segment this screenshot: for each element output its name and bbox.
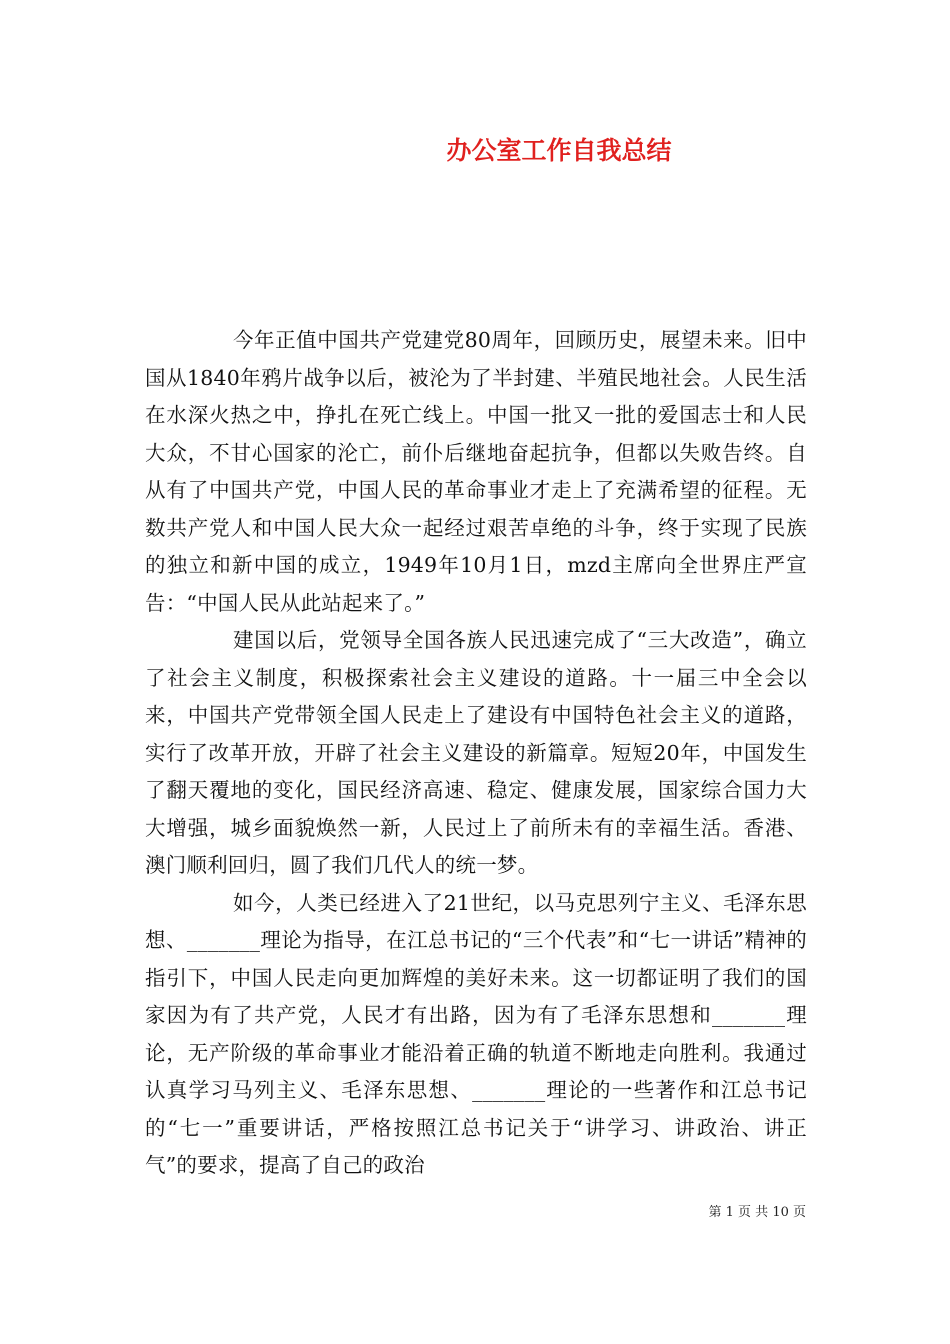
paragraph-2: 建国以后，党领导全国各族人民迅速完成了“三大改造”，确立了社会主义制度，积极探索社会主义建设的道路。十一届三中全会以来，中国共产党带领全国人民走上了建设有中国特色社会主义的道路，实行了改革开放，开辟了社会主义建设的新篇章。短短20年，中国发生了翻天覆地的变化，国民经济高速、稳定、健康发展，国家综合国力大大增强，城乡面貌焕然一新，人民过上了前所未有的幸福生活。香港、澳门顺利回归，圆了我们几代人的统一梦。 [145,628,807,877]
paragraph-3: 如今，人类已经进入了21世纪，以马克思列宁主义、毛泽东思想、_______理论为指导，在江总书记的“三个代表”和“七一讲话”精神的指引下，中国人民走向更加辉煌的美好未来。这一切都证明了我们的国家因为有了共产党，人民才有出路，因为有了毛泽东思想和_______理论，无产阶级的革命事业才能沿着正确的轨道不断地走向胜利。我通过认真学习马列主义、毛泽东思想、_______理论的一些著作和江总书记的“七一”重要讲话，严格按照江总书记关于“讲学习、讲政治、讲正气”的要求，提高了自己的政治 [145,890,807,1177]
page-number-footer: 第 1 页 共 10 页 [708,1205,806,1220]
paragraph-1: 今年正值中国共产党建党80周年，回顾历史，展望未来。旧中国从1840年鸦片战争以后，被沦为了半封建、半殖民地社会。人民生活在水深火热之中，挣扎在死亡线上。中国一批又一批的爱国志士和人民大众，不甘心国家的沦亡，前仆后继地奋起抗争，但都以失败告终。自从有了中国共产党，中国人民的革命事业才走上了充满希望的征程。无数共产党人和中国人民大众一起经过艰苦卓绝的斗争，终于实现了民族的独立和新中国的成立，1949年10月1日，mzd主席向全世界庄严宣告：“中国人民从此站起来了。” [145,328,807,615]
document-title: 办公室工作自我总结 [446,136,672,165]
document-body [145,322,807,1185]
